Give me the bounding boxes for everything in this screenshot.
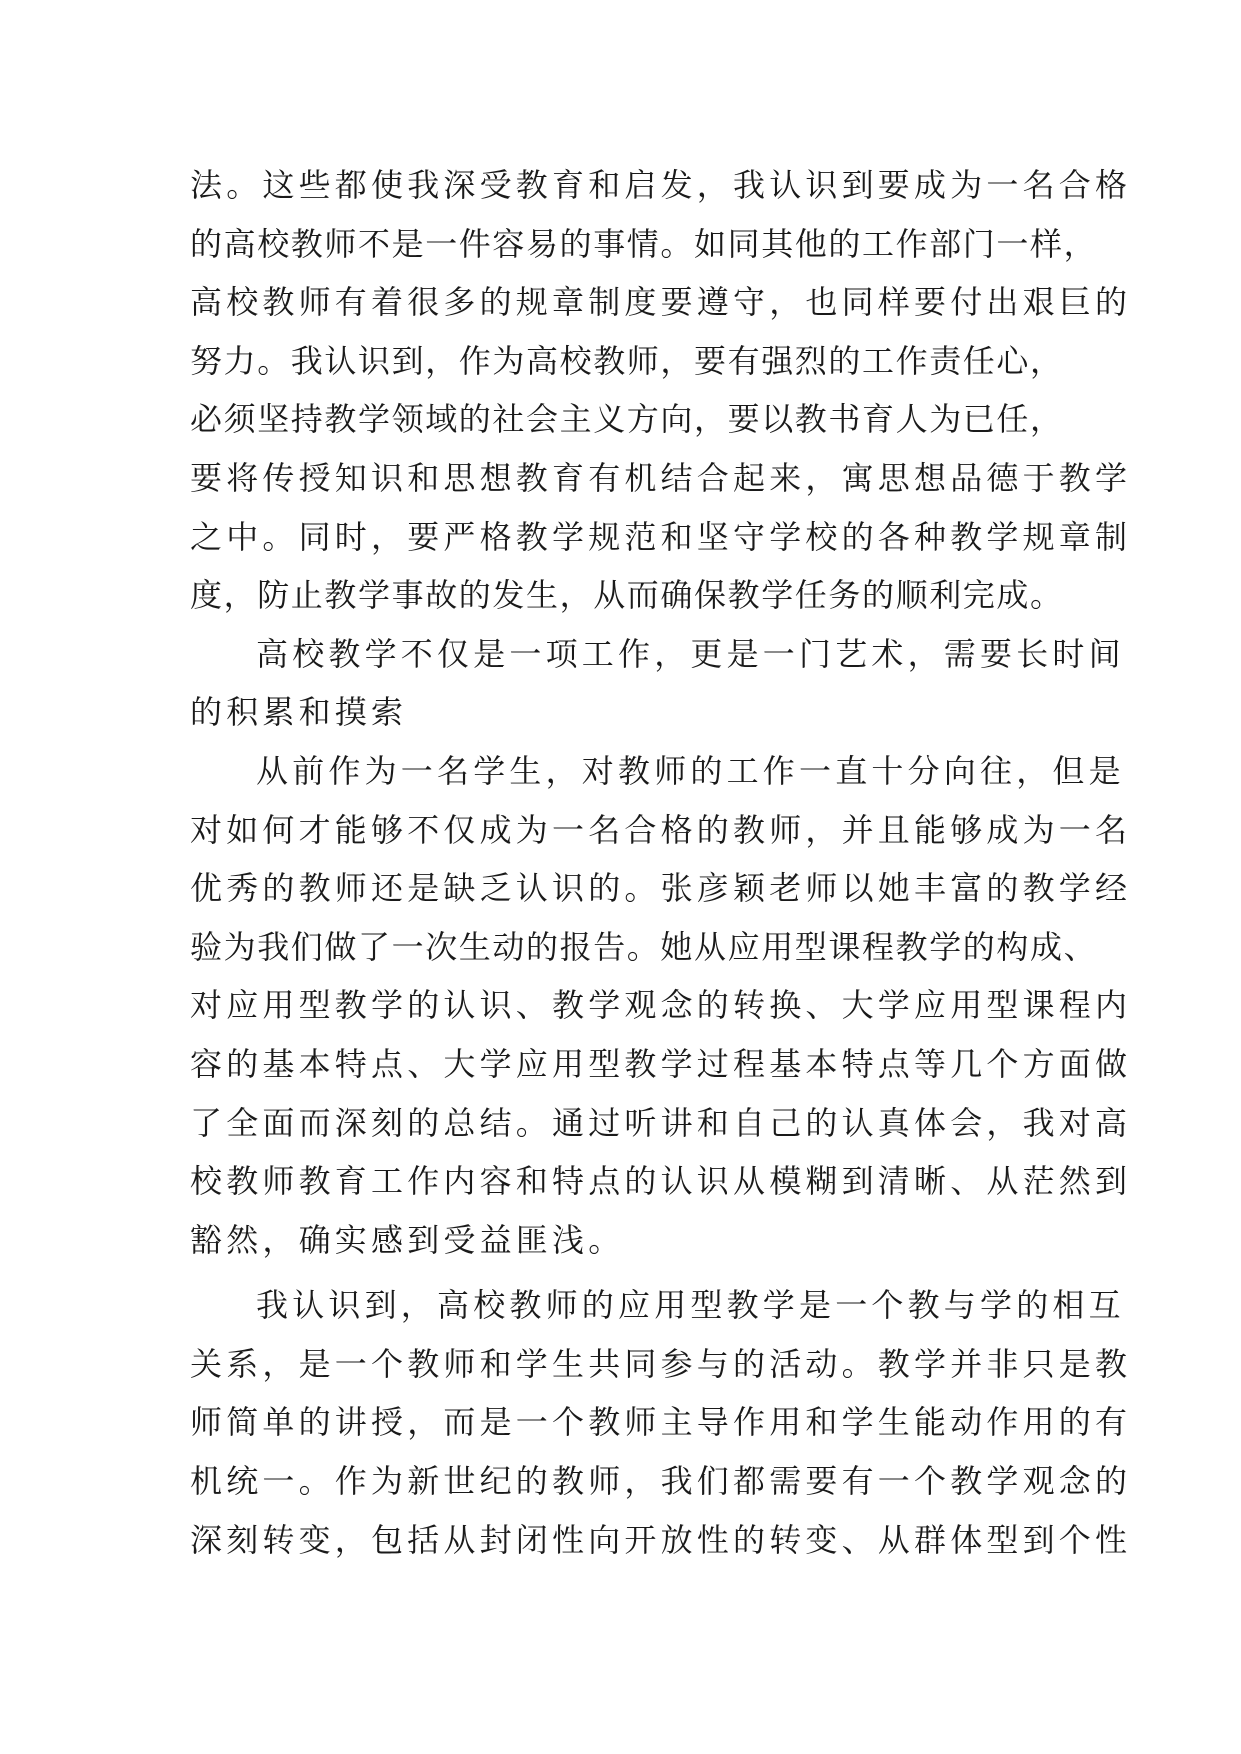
text-line: 的高校教师不是一件容易的事情。如同其他的工作部门一样， — [190, 224, 1098, 263]
text-line: 必须坚持教学领域的社会主义方向，要以教书育人为已任， — [190, 400, 1064, 439]
text-line: 豁然，确实感到受益匪浅。 — [190, 1220, 625, 1259]
paragraph-start-line: 我认识到，高校教师的应用型教学是一个教与学的相互 — [256, 1286, 1125, 1325]
text-line: 验为我们做了一次生动的报告。她从应用型课程教学的构成、 — [190, 927, 1098, 966]
text-line: 容的基本特点、大学应用型教学过程基本特点等几个方面做 — [190, 1044, 1132, 1083]
text-line: 师简单的讲授，而是一个教师主导作用和学生能动作用的有 — [190, 1403, 1132, 1442]
text-line: 高校教师有着很多的规章制度要遵守，也同样要付出艰巨的 — [190, 283, 1132, 322]
text-line: 校教师教育工作内容和特点的认识从模糊到清晰、从茫然到 — [190, 1162, 1132, 1201]
text-line: 关系，是一个教师和学生共同参与的活动。教学并非只是教 — [190, 1344, 1132, 1383]
text-line: 要将传授知识和思想教育有机结合起来，寓思想品德于教学 — [190, 458, 1132, 497]
paragraph-start-line: 高校教学不仅是一项工作，更是一门艺术，需要长时间 — [256, 634, 1125, 673]
body-text — [190, 156, 1132, 1569]
text-line: 之中。同时，要严格教学规范和坚守学校的各种教学规章制 — [190, 517, 1132, 556]
text-line: 深刻转变，包括从封闭性向开放性的转变、从群体型到个性 — [190, 1520, 1132, 1559]
text-line: 对应用型教学的认识、教学观念的转换、大学应用型课程内 — [190, 986, 1132, 1025]
text-line: 优秀的教师还是缺乏认识的。张彦颖老师以她丰富的教学经 — [190, 869, 1132, 908]
text-line: 的积累和摸索 — [190, 693, 408, 732]
text-line: 了全面而深刻的总结。通过听讲和自己的认真体会，我对高 — [190, 1103, 1132, 1142]
text-line: 度，防止教学事故的发生，从而确保教学任务的顺利完成。 — [190, 576, 1064, 615]
text-line: 对如何才能够不仅成为一名合格的教师，并且能够成为一名 — [190, 810, 1132, 849]
text-line: 机统一。作为新世纪的教师，我们都需要有一个教学观念的 — [190, 1462, 1132, 1501]
text-line: 努力。我认识到，作为高校教师，要有强烈的工作责任心， — [190, 341, 1064, 380]
text-line: 法。这些都使我深受教育和启发，我认识到要成为一名合格 — [190, 166, 1132, 204]
paragraph-start-line: 从前作为一名学生，对教师的工作一直十分向往，但是 — [256, 751, 1125, 790]
